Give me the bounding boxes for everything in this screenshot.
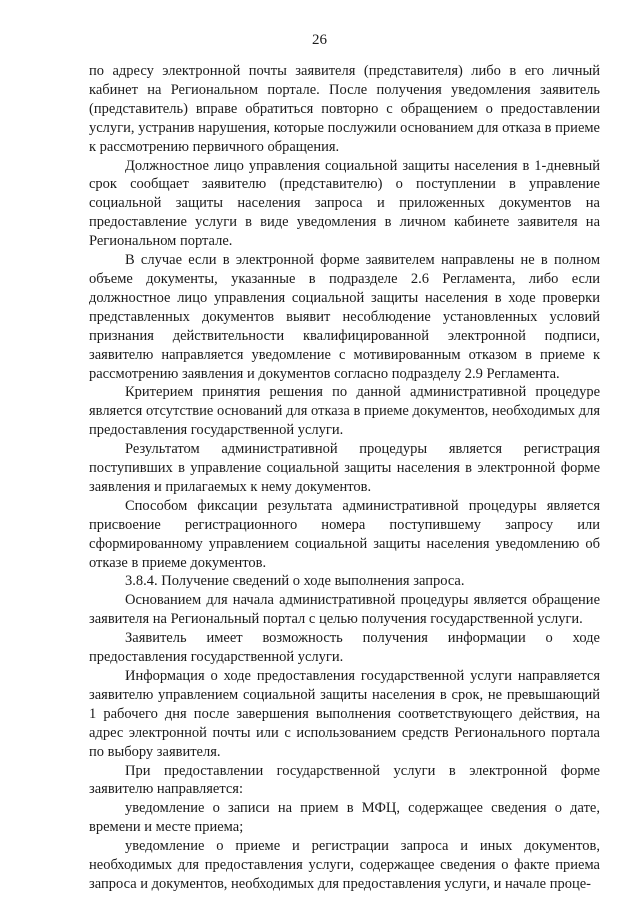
paragraph-decision-criterion: Критерием принятия решения по данной административной процедуре является отсутствие оснований для отказа в приеме документов, необходимых для предоставления государственной услуги. [89,384,600,439]
document-body [89,62,600,894]
paragraph-electronic-form: При предоставлении государственной услуги в электронной форме заявителю направляется: [89,762,600,798]
paragraph-procedure-result: Результатом административной процедуры является регистрация поступивших в управление социальной защиты населения в электронной форме заявления и прилагаемых к нему документов. [89,441,600,495]
paragraph-fixation-method: Способом фиксации результата административной процедуры является присвоение регистрационного номера поступившему запросу или сформированному управлением социальной защиты населения уведомлению об отказе в приеме документов. [89,497,600,571]
section-heading-3-8-4: 3.8.4. Получение сведений о ходе выполнения запроса. [125,573,465,590]
paragraph-incomplete-documents: В случае если в электронной форме заявителем направлены не в полном объеме документы, указанные в подразделе 2.6 Регламента, либо если должностное лицо управления социальной защиты населения в ходе проверки представленных документов выявит несоблюдение установленных условий признания действительности квалифицированной электронной подписи, заявителю направляется уведомление с мотивированным отказом в приеме к рассмотрению заявления и документов согласно подразделу 2.9 Регламента. [89,252,600,382]
page-number: 26 [312,32,327,48]
paragraph-official-notification: Должностное лицо управления социальной защиты населения в 1-дневный срок сообщает заявителю (представителю) о поступлении в управление социальной защиты населения запроса и приложенных документов на предоставление услуги в виде уведомления в личном кабинете заявителя на Региональном портале. [89,157,600,250]
paragraph-procedure-basis: Основанием для начала административной процедуры является обращение заявителя на Региональный портал с целью получения государственной услуги. [89,592,600,628]
paragraph-continuation: по адресу электронной почты заявителя (представителя) либо в его личный кабинет на Региональном портале. После получения уведомления заявитель (представитель) вправе обратиться повторно с обращением о предоставлении услуги, устранив нарушения, которые послужили основанием для отказа в приеме к рассмотрению первичного обращения. [89,63,600,155]
paragraph-applicant-info: Заявитель имеет возможность получения информации о ходе предоставления государственной услуги. [89,630,600,666]
list-item-mfc-appointment: уведомление о записи на прием в МФЦ, содержащее сведения о дате, времени и месте приема; [89,800,600,836]
paragraph-progress-information: Информация о ходе предоставления государственной услуги направляется заявителю управлением социальной защиты населения в срок, не превышающий 1 рабочего дня после завершения выполнения соответствующего действия, на адрес электронной почты или с использованием средств Регионального портала по выбору заявителя. [89,668,600,760]
list-item-request-registration: уведомление о приеме и регистрации запроса и иных документов, необходимых для предоставления услуги, содержащее сведения о факте приема запроса и документов, необходимых для предоставления услуги, и начале проце- [89,838,600,892]
